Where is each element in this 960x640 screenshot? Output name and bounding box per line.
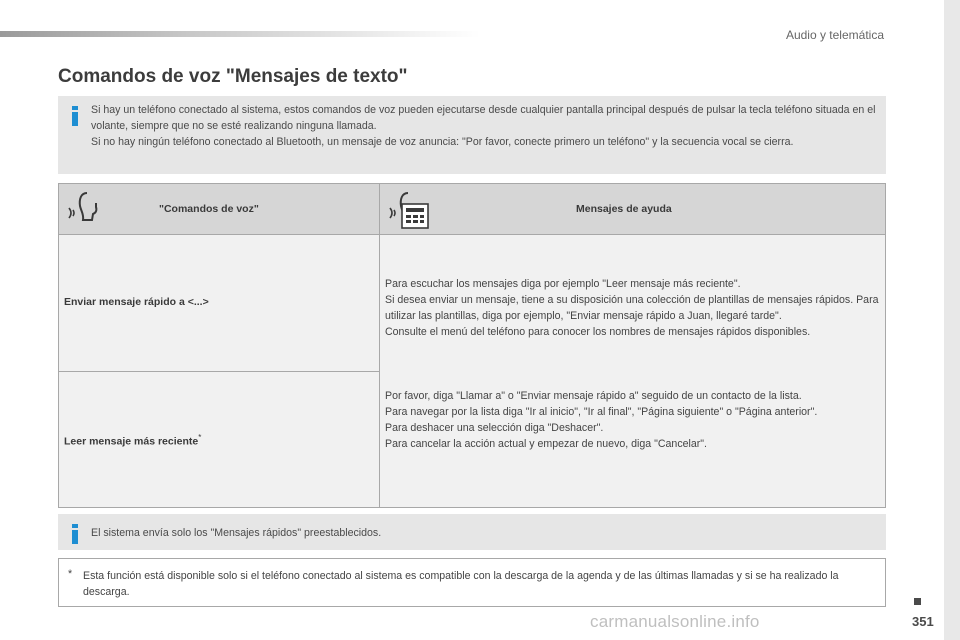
info-icon [72,524,78,544]
voice-help-display-icon [386,190,432,235]
help-line: Por favor, diga "Llamar a" o "Enviar mensaje rápido a" seguido de un contacto de la lista. [385,390,802,402]
header-gradient-bar [0,31,480,37]
footnote-text: Esta función está disponible solo si el teléfono conectado al sistema es compatible con la descarga de la agenda y de las últimas llamadas y si se ha realizado la descarga. [83,570,839,598]
help-line: Para escuchar los mensajes diga por ejemplo "Leer mensaje más reciente". [385,278,741,290]
command-read-latest-message: Leer mensaje más reciente* [64,433,202,448]
column-divider [379,234,380,507]
page-number: 351 [912,614,934,629]
help-line: Para cancelar la acción actual y empezar de nuevo, diga "Cancelar". [385,438,707,450]
watermark: carmanualsonline.info [590,612,760,631]
page-edge-strip [944,0,960,640]
info-paragraph-1: Si hay un teléfono conectado al sistema, estos comandos de voz pueden ejecutarse desde cualquier pantalla principal después de pulsar la tecla teléfono situada en el volante, siempre que no se esté realizando ninguna llamada. [91,104,876,132]
page-marker [914,598,921,605]
footnote-star: * [68,568,73,580]
page-title: Comandos de voz "Mensajes de texto" [58,66,408,87]
help-line: Para deshacer una selección diga "Deshacer". [385,422,604,434]
info-paragraph-2: Si no hay ningún teléfono conectado al Bluetooth, un mensaje de voz anuncia: "Por favor, conecte primero un teléfono" y la secuencia vocal se cierra. [91,136,794,148]
info-icon [72,106,78,126]
footnote-mark: * [198,433,202,442]
header-divider [59,234,885,235]
footnote-box [58,558,886,607]
info-bottom-text: El sistema envía solo los "Mensajes rápidos" preestablecidos. [91,527,382,539]
help-line: Consulte el menú del teléfono para conocer los nombres de mensajes rápidos disponibles. [385,326,811,338]
command-row-divider [59,371,379,372]
column-header-help: Mensajes de ayuda [576,203,672,215]
info-box-bottom [58,514,886,550]
table-header-help [380,184,885,234]
help-line: Si desea enviar un mensaje, tiene a su disposición una colección de plantillas de mensajes rápidos. Para utilizar las plantillas, diga por ejemplo, "Enviar mensaje rápido a Juan, llegaré tarde". [385,294,879,322]
help-line: Para navegar por la lista diga "Ir al inicio", "Ir al final", "Página siguiente" o "Página anterior". [385,406,818,418]
voice-command-icon [65,190,101,231]
help-messages-2 [385,388,879,452]
info-box-top [58,96,886,174]
section-label: Audio y telemática [785,28,884,42]
voice-commands-table [58,183,886,508]
table-header-commands [59,184,380,234]
command-send-quick-message: Enviar mensaje rápido a <...> [64,296,209,308]
help-messages-1 [385,276,879,340]
column-header-commands: "Comandos de voz" [159,203,259,215]
